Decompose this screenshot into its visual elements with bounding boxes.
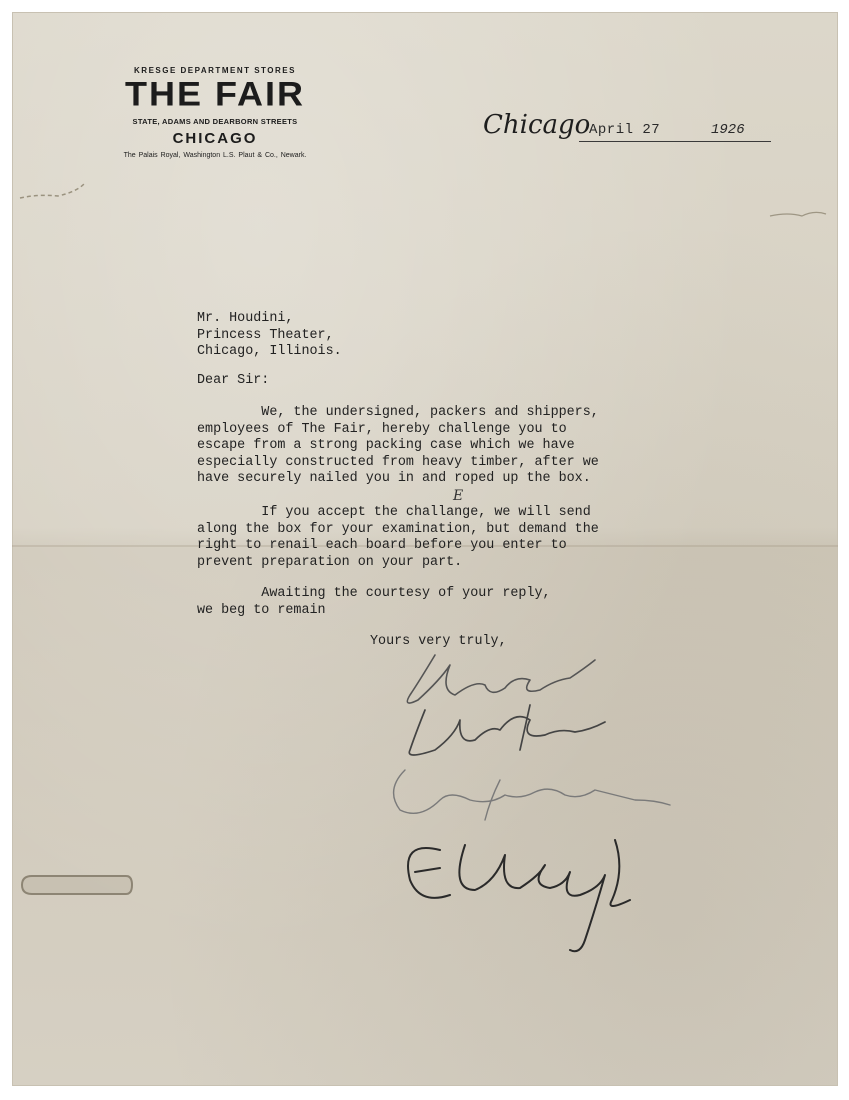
signature-4 bbox=[408, 840, 630, 951]
salutation: Dear Sir: bbox=[197, 373, 270, 388]
handwritten-signatures bbox=[380, 650, 680, 970]
dateline-date: April 27 bbox=[589, 122, 661, 138]
body-paragraph-2: If you accept the challange, we will send along the box for your examination, but demand the right to renail each board before you enter to prevent preparation on your part. bbox=[197, 505, 599, 570]
body-paragraph-3: Awaiting the courtesy of your reply, we beg to remain bbox=[197, 586, 551, 618]
handwritten-correction: E bbox=[453, 488, 464, 504]
recipient-address: Mr. Houdini, Princess Theater, Chicago, Illinois. bbox=[197, 311, 342, 359]
body-paragraph-1: We, the undersigned, packers and shippers, employees of The Fair, hereby challenge you to escape from a strong packing case which we have especially constructed from heavy timber, after we have securely nailed you in and roped up the box. bbox=[197, 405, 599, 486]
signature-1 bbox=[407, 655, 595, 703]
letterhead-kresge: KRESGE DEPARTMENT STORES bbox=[134, 66, 296, 75]
letterhead bbox=[90, 66, 340, 159]
paper-clip-mark bbox=[18, 872, 136, 898]
paper-stain-mark bbox=[768, 204, 828, 224]
paper-tear-mark bbox=[18, 176, 88, 206]
letterhead-title: THE FAIR bbox=[124, 74, 305, 113]
closing: Yours very truly, bbox=[370, 634, 507, 649]
dateline-rule bbox=[579, 141, 771, 142]
letterhead-streets: STATE, ADAMS AND DEARBORN STREETS bbox=[132, 117, 298, 126]
letterhead-branches: The Palais Royal, Washington L.S. Plaut & Co., Newark. bbox=[123, 152, 307, 159]
dateline bbox=[483, 110, 773, 150]
dateline-year: 1926 bbox=[711, 122, 745, 138]
signature-2 bbox=[409, 705, 605, 755]
signature-3 bbox=[394, 770, 670, 820]
dateline-city: Chicago bbox=[483, 110, 591, 140]
letterhead-city: CHICAGO bbox=[172, 130, 258, 147]
